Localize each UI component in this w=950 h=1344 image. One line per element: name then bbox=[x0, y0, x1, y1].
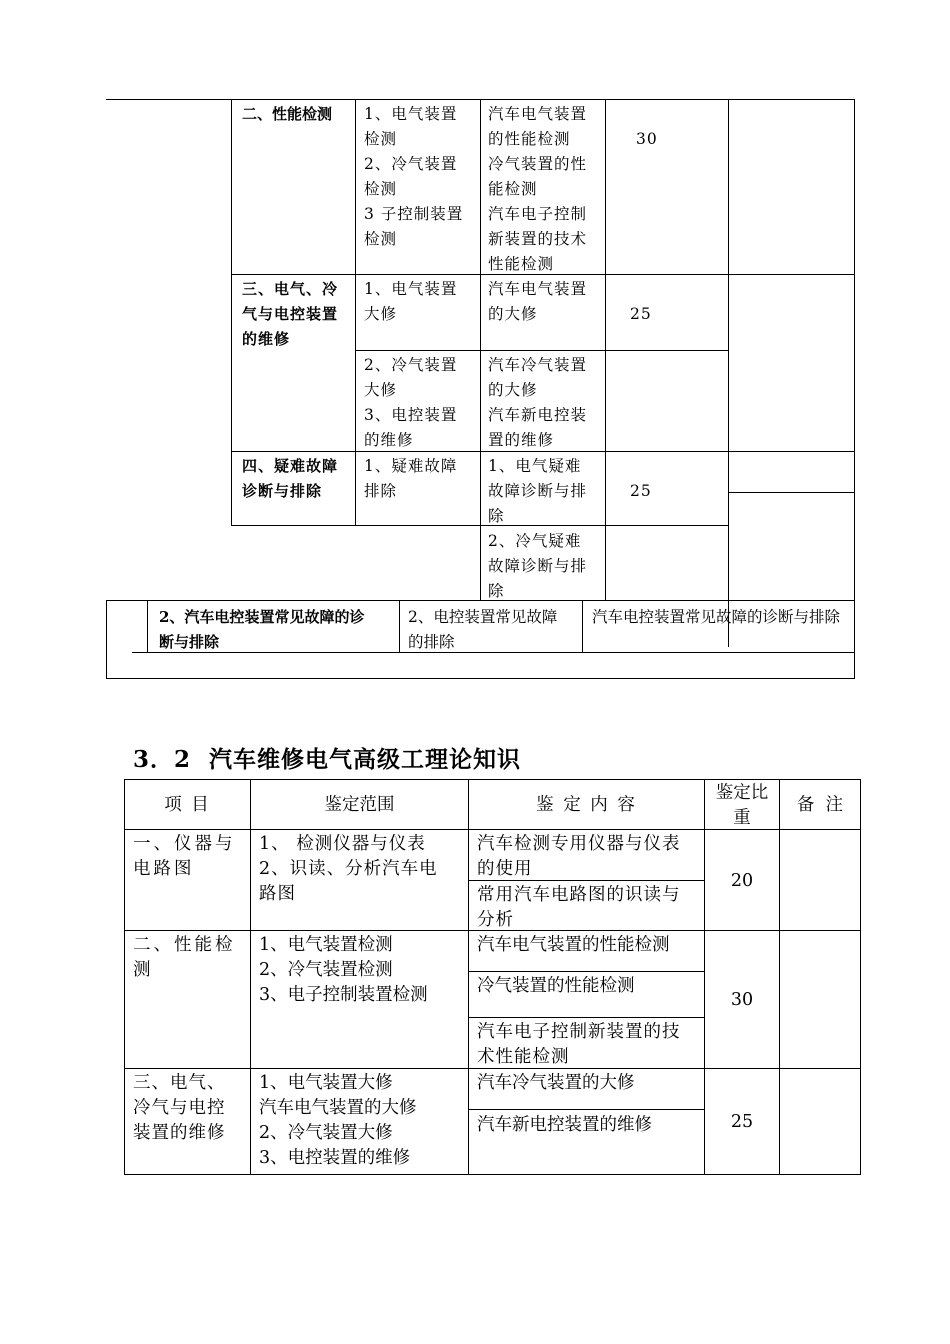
rule bbox=[468, 1017, 704, 1018]
rule bbox=[468, 971, 704, 972]
content-cell: 汽车电气装置 的性能检测 冷气装置的性 能检测 汽车电子控制 新装置的技术 性能检测 bbox=[488, 105, 588, 273]
rule bbox=[106, 678, 855, 679]
weight-cell: 30 bbox=[730, 990, 754, 1010]
header-scope: 鉴定范围 bbox=[324, 795, 395, 815]
content-cell: 汽车新电控装置的维修 bbox=[477, 1115, 652, 1135]
rule bbox=[728, 492, 855, 493]
item-cell: 一、仪器与 电路图 bbox=[133, 834, 236, 879]
rule bbox=[106, 600, 107, 679]
content-cell: 汽车检测专用仪器与仪表 的使用 bbox=[477, 834, 681, 879]
rule bbox=[468, 779, 469, 1175]
rule bbox=[728, 99, 729, 647]
rule bbox=[124, 779, 861, 780]
section-number: 3．2 bbox=[133, 746, 192, 773]
content-cell: 汽车冷气装置 的大修 汽车新电控装 置的维修 bbox=[488, 356, 588, 449]
header-remark: 备 注 bbox=[796, 795, 844, 815]
content-cell: 2、冷气疑难 故障诊断与排 除 bbox=[488, 532, 588, 600]
section-title: 汽车维修电气高级工理论知识 bbox=[209, 746, 522, 773]
rule bbox=[124, 779, 125, 1175]
item-cell: 二、性能检 测 bbox=[133, 935, 236, 980]
rule bbox=[468, 1109, 704, 1110]
header-weight: 鉴定比 重 bbox=[715, 783, 769, 828]
rule bbox=[728, 451, 855, 452]
header-item: 项 目 bbox=[164, 795, 211, 815]
weight-cell: 25 bbox=[630, 305, 652, 323]
rule bbox=[779, 779, 780, 1175]
content-cell: 冷气装置的性能检测 bbox=[477, 976, 635, 996]
content-cell: 常用汽车电路图的识读与 分析 bbox=[477, 885, 681, 930]
item-cell: 四、疑难故障 诊断与排除 bbox=[242, 457, 339, 500]
rule bbox=[355, 350, 728, 351]
header-content: 鉴 定 内 容 bbox=[536, 795, 637, 815]
weight-cell: 25 bbox=[730, 1112, 754, 1132]
scope-cell: 1、疑难故障 排除 bbox=[364, 457, 458, 500]
content-cell: 汽车冷气装置的大修 bbox=[477, 1073, 635, 1093]
weight-cell: 30 bbox=[636, 130, 658, 148]
content-cell: 汽车电控装置常见故障的诊断与排除 bbox=[592, 608, 841, 626]
content-cell: 汽车电气装置 的大修 bbox=[488, 280, 588, 323]
item-cell: 2、汽车电控装置常见故障的诊 断与排除 bbox=[159, 608, 365, 651]
item-cell: 二、性能检测 bbox=[242, 105, 333, 123]
rule bbox=[355, 99, 356, 526]
scope-cell: 1、电气装置大修 汽车电气装置的大修 2、冷气装置大修 3、电控装置的维修 bbox=[259, 1073, 417, 1168]
item-cell: 三、电气、冷 气与电控装置 的维修 bbox=[242, 280, 339, 348]
content-cell: 1、电气疑难 故障诊断与排 除 bbox=[488, 457, 588, 525]
rule bbox=[605, 99, 606, 601]
item-cell: 三、电气、 冷气与电控 装置的维修 bbox=[133, 1073, 226, 1143]
scope-cell: 1、电气装置 大修 bbox=[364, 280, 458, 323]
content-cell: 汽车电气装置的性能检测 bbox=[477, 935, 670, 955]
section-heading bbox=[133, 741, 521, 774]
rule bbox=[124, 1174, 861, 1175]
scope-cell: 2、电控装置常见故障 的排除 bbox=[408, 608, 558, 651]
rule bbox=[147, 600, 148, 653]
scope-cell: 2、冷气装置 大修 3、电控装置 的维修 bbox=[364, 356, 458, 449]
scope-cell: 1、电气装置检测 2、冷气装置检测 3、电子控制装置检测 bbox=[259, 935, 428, 1005]
content-cell: 汽车电子控制新装置的技 术性能检测 bbox=[477, 1022, 681, 1067]
rule bbox=[480, 99, 481, 601]
weight-cell: 25 bbox=[630, 482, 652, 500]
rule bbox=[860, 779, 861, 1175]
weight-cell: 20 bbox=[730, 871, 754, 891]
rule bbox=[854, 99, 855, 679]
rule bbox=[250, 779, 251, 1175]
rule bbox=[231, 99, 232, 526]
scope-cell: 1、 检测仪器与仪表 2、识读、分析汽车电 路图 bbox=[259, 834, 438, 904]
rule bbox=[399, 600, 400, 653]
scope-cell: 1、电气装置 检测 2、冷气装置 检测 3 子控制装置 检测 bbox=[364, 105, 464, 248]
